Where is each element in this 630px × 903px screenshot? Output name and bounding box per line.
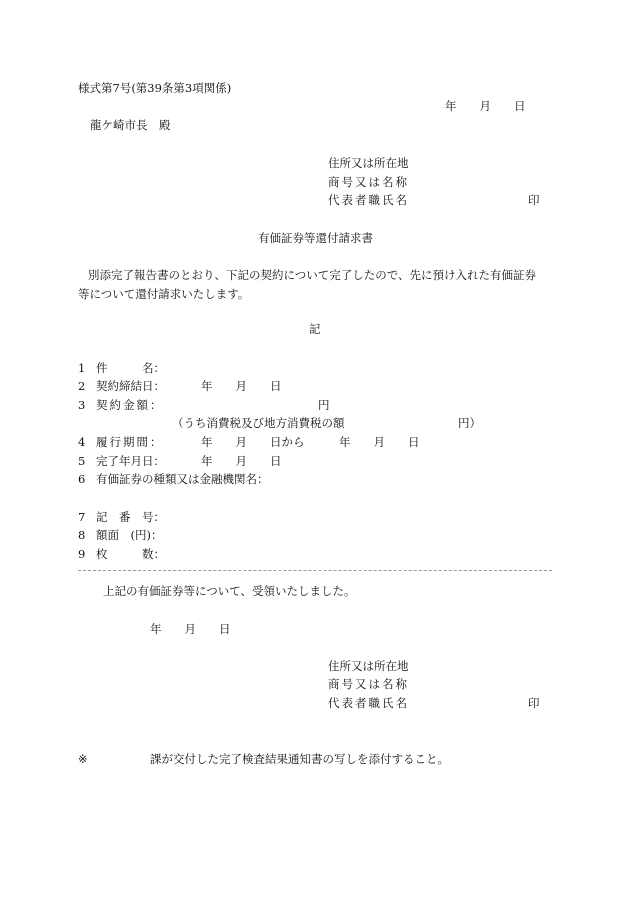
item-2-label: 契約締結日： xyxy=(96,379,165,393)
addressee: 龍ケ崎市長 殿 xyxy=(90,118,171,132)
item-3-label: 契約金額： xyxy=(96,398,164,412)
item-7-no: 7 xyxy=(78,510,86,524)
item-8-no: 8 xyxy=(78,528,86,542)
applicant-rep-label: 代表者職氏名 xyxy=(328,193,409,207)
item-4-no: 4 xyxy=(78,435,86,449)
note-text: 課が交付した完了検査結果通知書の写しを添付すること。 xyxy=(150,752,449,766)
receiver-address-label: 住所又は所在地 xyxy=(328,659,409,673)
item-3-no: 3 xyxy=(78,398,86,412)
applicant-address-label: 住所又は所在地 xyxy=(328,156,409,170)
item-3-tax-label: （うち消費税及び地方消費税の額 xyxy=(172,416,345,430)
item-6-no: 6 xyxy=(78,472,86,486)
receipt-text: 上記の有価証券等について、受領いたしました。 xyxy=(103,584,356,598)
item-6-label: 有価証券の種類又は金融機関名： xyxy=(96,472,269,486)
item-7-label: 記 番 号： xyxy=(96,510,165,524)
item-5-no: 5 xyxy=(78,454,86,468)
item-2-no: 2 xyxy=(78,379,86,393)
header-date: 年 月 日 xyxy=(445,99,526,113)
applicant-name-label: 商号又は名称 xyxy=(328,175,409,189)
item-9-no: 9 xyxy=(78,547,86,561)
applicant-seal: 印 xyxy=(528,193,540,207)
item-8-label: 額面 (円)： xyxy=(96,528,163,542)
item-9-label: 枚 数： xyxy=(96,547,165,561)
document-title: 有価証券等還付請求書 xyxy=(258,231,373,245)
item-1-no: 1 xyxy=(78,361,86,375)
item-5-value: 年 月 日 xyxy=(201,454,282,468)
receiver-seal: 印 xyxy=(528,696,540,710)
dashed-divider xyxy=(78,570,552,571)
item-1-label: 件 名： xyxy=(96,361,165,375)
item-3-tax-value: 円） xyxy=(458,416,481,430)
item-4-value: 年 月 日から 年 月 日 xyxy=(201,435,420,449)
item-2-value: 年 月 日 xyxy=(201,379,282,393)
body-line-2: 等について還付請求いたします。 xyxy=(78,287,250,301)
receiver-name-label: 商号又は名称 xyxy=(328,677,409,691)
item-4-label: 履行期間： xyxy=(96,435,164,449)
item-5-label: 完了年月日： xyxy=(96,454,165,468)
body-line-1: 別添完了報告書のとおり、下記の契約について完了したので、先に預け入れた有価証券 xyxy=(88,268,537,282)
ki-heading: 記 xyxy=(309,322,321,336)
note-mark: ※ xyxy=(78,752,88,766)
receipt-date: 年 月 日 xyxy=(150,622,231,636)
form-number: 様式第7号(第39条第3項関係) xyxy=(78,81,232,95)
receiver-rep-label: 代表者職氏名 xyxy=(328,696,409,710)
item-3-value: 円 xyxy=(318,398,330,412)
